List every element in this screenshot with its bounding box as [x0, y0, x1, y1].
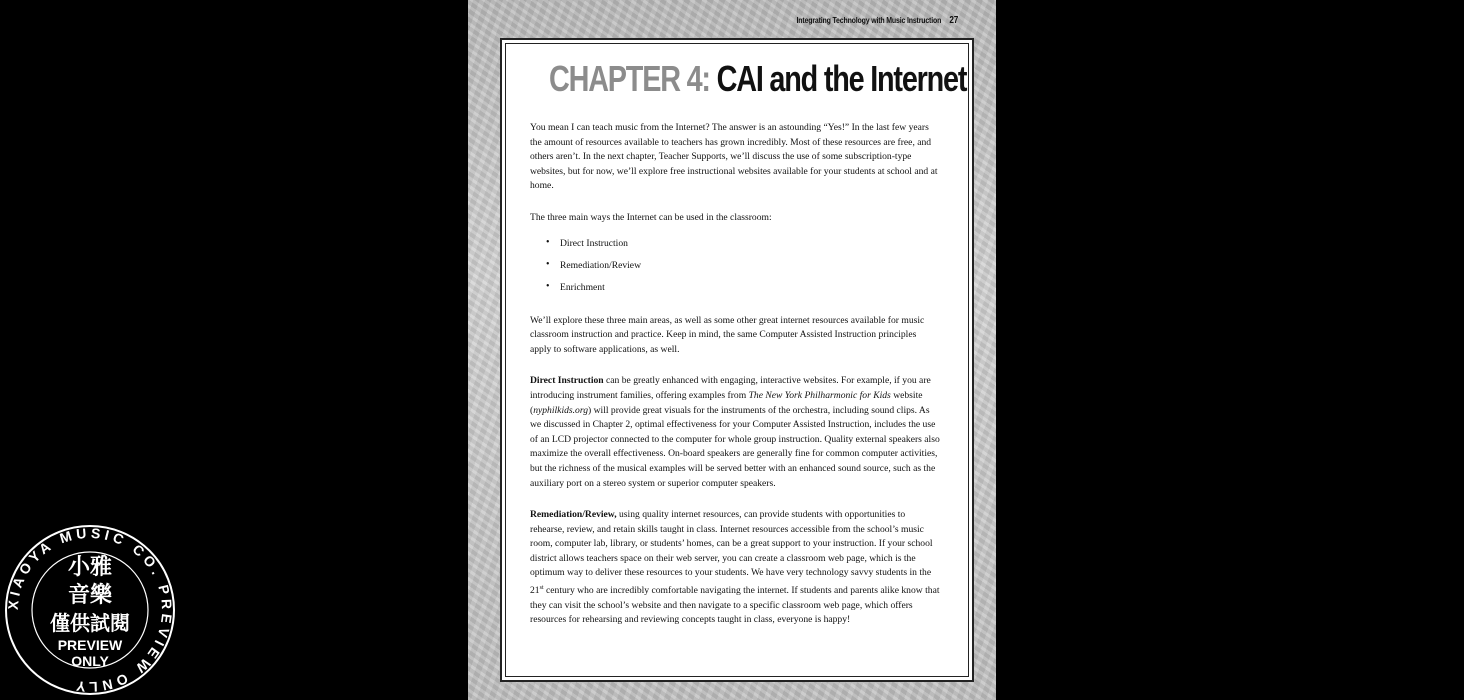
content-frame: [500, 38, 974, 682]
book-page: [468, 0, 996, 700]
chapter-name: CAI and the Internet: [716, 58, 967, 99]
seal-chinese-line-2: 音樂: [67, 583, 113, 608]
explore-paragraph: We’ll explore these three main areas, as well as some other great internet resources available for music classroom instruction and practice. Keep in mind, the same Computer Assisted Instruction principles apply to software applications, as well.: [530, 314, 925, 355]
direct-instruction-paragraph: Direct Instruction can be greatly enhanced with engaging, interactive websites. For example, if you are introducing instrument families, offering examples from The New York Philharmonic for Kids website (nyphilkids.org) will provide great visuals for the instruments of the orchestra, including sound clips. As we discussed in Chapter 2, optimal effectiveness for your Computer Assisted Instruction, includes the use of an LCD projector connected to the computer for whole group instruction. Quality external speakers also maximize the overall effectiveness. On-board speakers are generally fine for common computer activities, but the richness of the musical examples will be served better with an enhanced sound source, such as the auxiliary port on a stereo system or superior computer speakers.: [530, 375, 940, 489]
ways-list: [530, 233, 940, 299]
bullet-icon: •: [546, 280, 550, 292]
seal-label-only: ONLY: [71, 653, 109, 669]
seal-chinese-line-1: 小雅: [67, 555, 113, 580]
bullet-icon: •: [546, 236, 550, 248]
preview-watermark-seal: [0, 520, 180, 700]
ways-intro-paragraph: The three main ways the Internet can be used in the classroom:: [530, 211, 772, 223]
remediation-review-paragraph: Remediation/Review, using quality internet resources, can provide students with opportunities to rehearse, review, and retain skills taught in class. Internet resources accessible from the school’s music room, computer lab, library, or students’ homes, can be a great support to your instruction. If your school district allows teachers space on their web server, you can create a classroom web page, which is the optimum way to deliver these resources to your students. We have very technology savvy students in the 21st century who are incredibly comfortable navigating the internet. If students and parents alike know that they can visit the school’s website and then navigate to a specific classroom web page, which offers resources for rehearsing and reviewing concepts taught in class, everyone is happy!: [530, 509, 940, 626]
seal-ring-text: XIAOYA MUSIC CO. PREVIEW ONLY: [4, 524, 176, 696]
chapter-number: CHAPTER 4:: [549, 58, 710, 99]
page-number: 27: [949, 15, 958, 26]
chapter-body: [530, 121, 940, 645]
bullet-icon: •: [546, 258, 550, 270]
intro-paragraph: You mean I can teach music from the Internet? The answer is an astounding “Yes!” In the last few years the amount of resources available to teachers has grown incredibly. Most of these resources are free, and others aren’t. In the next chapter, Teacher Supports, we’ll discuss the use of some subscription-type websites, but for now, we’ll explore free instructional websites available for your students at school and at home.: [530, 122, 938, 192]
list-item: • Direct Instruction: [530, 233, 940, 255]
chapter-title: [549, 58, 967, 100]
running-head-title: Integrating Technology with Music Instruction: [796, 15, 941, 25]
running-head: [796, 15, 958, 26]
list-item: • Remediation/Review: [530, 255, 940, 277]
list-item: • Enrichment: [530, 277, 940, 299]
seal-label-preview: PREVIEW: [57, 637, 123, 653]
seal-chinese-line-3: 僅供試閱: [50, 611, 130, 635]
